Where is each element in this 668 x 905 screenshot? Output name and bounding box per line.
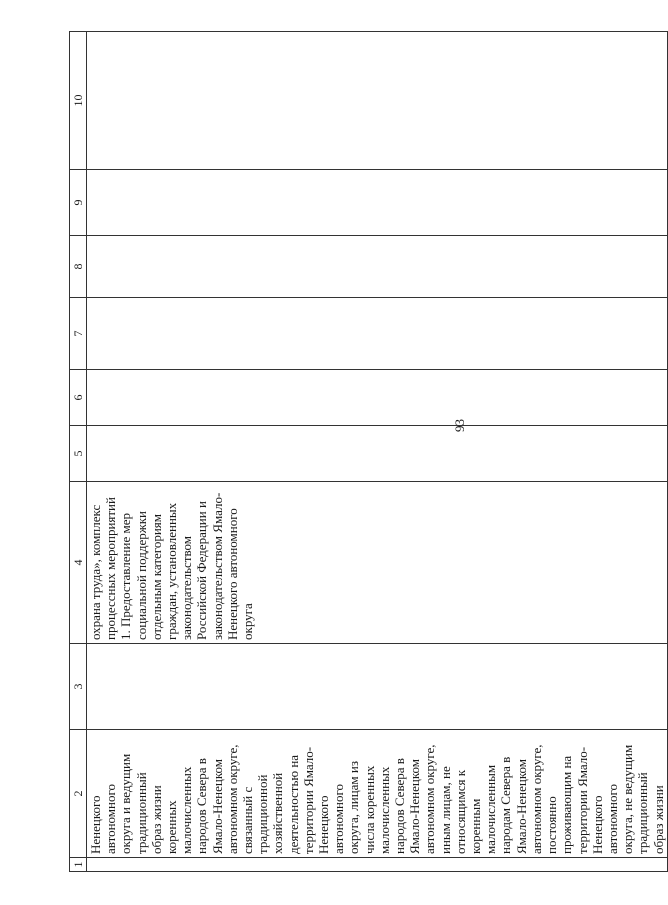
col-2-text-line: территории Ямало- (574, 746, 590, 854)
column-number-7: 7 (70, 298, 87, 370)
col-2-text-line: округа, не ведущим (620, 744, 636, 854)
col-2-text-line: традиционный (133, 772, 149, 854)
table-row (87, 32, 668, 872)
cell-col-10 (87, 32, 668, 170)
col-2-text-line: коренных (164, 800, 180, 854)
cell-col-2 (87, 730, 668, 858)
col-4-text-line: 1. Предоставление мер (118, 513, 134, 640)
col-2-text-line: числа коренных (361, 765, 377, 854)
col-2-text-line: хозяйственной (270, 772, 286, 854)
col-2-text-line: малочисленным (483, 764, 499, 854)
col-2-text-line: автономном округе, (422, 744, 438, 854)
column-number-9: 9 (70, 170, 87, 236)
cell-col-2-text (88, 733, 666, 854)
data-table (69, 31, 668, 872)
cell-col-3 (87, 644, 668, 730)
column-number-6: 6 (70, 370, 87, 426)
col-2-text-line: территории Ямало- (300, 746, 316, 854)
column-number-10: 10 (70, 32, 87, 170)
cell-col-5 (87, 426, 668, 482)
col-2-text-line: автономного (103, 784, 119, 854)
col-2-text-line: автономного (331, 784, 347, 854)
col-2-text-line: иным лицам, не (437, 766, 453, 854)
col-4-text-line: охрана труда», комплекс (88, 504, 103, 640)
cell-col-8 (87, 236, 668, 298)
col-2-text-line: автономном округе, (528, 744, 544, 854)
col-2-text-line: Ненецкого (316, 795, 332, 854)
col-4-text-line: законодательством Ямало- (209, 492, 225, 640)
column-number-1: 1 (70, 858, 87, 872)
cell-col-6 (87, 370, 668, 426)
col-2-text-line: постоянно (544, 796, 560, 854)
cell-col-7 (87, 298, 668, 370)
col-2-text-line: связанный с (240, 786, 256, 854)
cell-col-4-text (88, 485, 255, 640)
col-2-text-line: Ямало-Ненецком (513, 759, 529, 854)
col-2-text-line: традиционной (255, 774, 271, 854)
column-number-3: 3 (70, 644, 87, 730)
column-number-8: 8 (70, 236, 87, 298)
column-number-row (70, 32, 87, 872)
col-2-text-line: малочисленных (376, 766, 392, 854)
col-2-text-line: автономном округе, (224, 744, 240, 854)
col-2-text-line: народов Севера в (392, 758, 408, 854)
col-2-text-line: народов Севера в (194, 758, 210, 854)
col-2-text-line: образ жизни (148, 785, 164, 854)
col-2-text-line: Ненецкого (88, 795, 103, 854)
col-2-text-line: деятельностью на (285, 754, 301, 854)
col-4-text-line: Российской Федерации и (194, 501, 210, 640)
col-2-text-line: образ жизни (650, 785, 666, 854)
col-2-text-line: Ямало-Ненецком (407, 759, 423, 854)
col-2-text-line: округа, лицам из (346, 761, 362, 854)
column-number-2: 2 (70, 730, 87, 858)
col-2-text-line: традиционный (635, 772, 651, 854)
col-4-text-line: социальной поддержки (133, 511, 149, 640)
cell-col-9 (87, 170, 668, 236)
col-2-text-line: малочисленных (179, 766, 195, 854)
col-2-text-line: Ямало-Ненецком (209, 759, 225, 854)
col-2-text-line: народам Севера в (498, 756, 514, 854)
col-2-text-line: коренным (468, 798, 484, 854)
column-number-5: 5 (70, 426, 87, 482)
cell-col-4 (87, 482, 668, 644)
col-4-text-line: отдельным категориям (148, 514, 164, 640)
col-2-text-line: проживающим на (559, 755, 575, 854)
col-2-text-line: автономного (604, 784, 620, 854)
column-number-4: 4 (70, 482, 87, 644)
page-number: 93 (452, 419, 467, 432)
col-4-text-line: процессных мероприятий (103, 497, 119, 640)
col-4-text-line: Ненецкого автономного (224, 508, 240, 640)
col-2-text-line: округа и ведущим (118, 753, 134, 854)
col-4-text-line: законодательством (179, 535, 195, 640)
col-4-text-line: граждан, установленных (164, 502, 180, 640)
cell-col-1 (87, 858, 668, 872)
col-2-text-line: Ненецкого (589, 795, 605, 854)
col-4-text-line: округа (240, 603, 256, 640)
col-2-text-line: относящимся к (452, 769, 468, 854)
rotated-page (69, 32, 666, 872)
